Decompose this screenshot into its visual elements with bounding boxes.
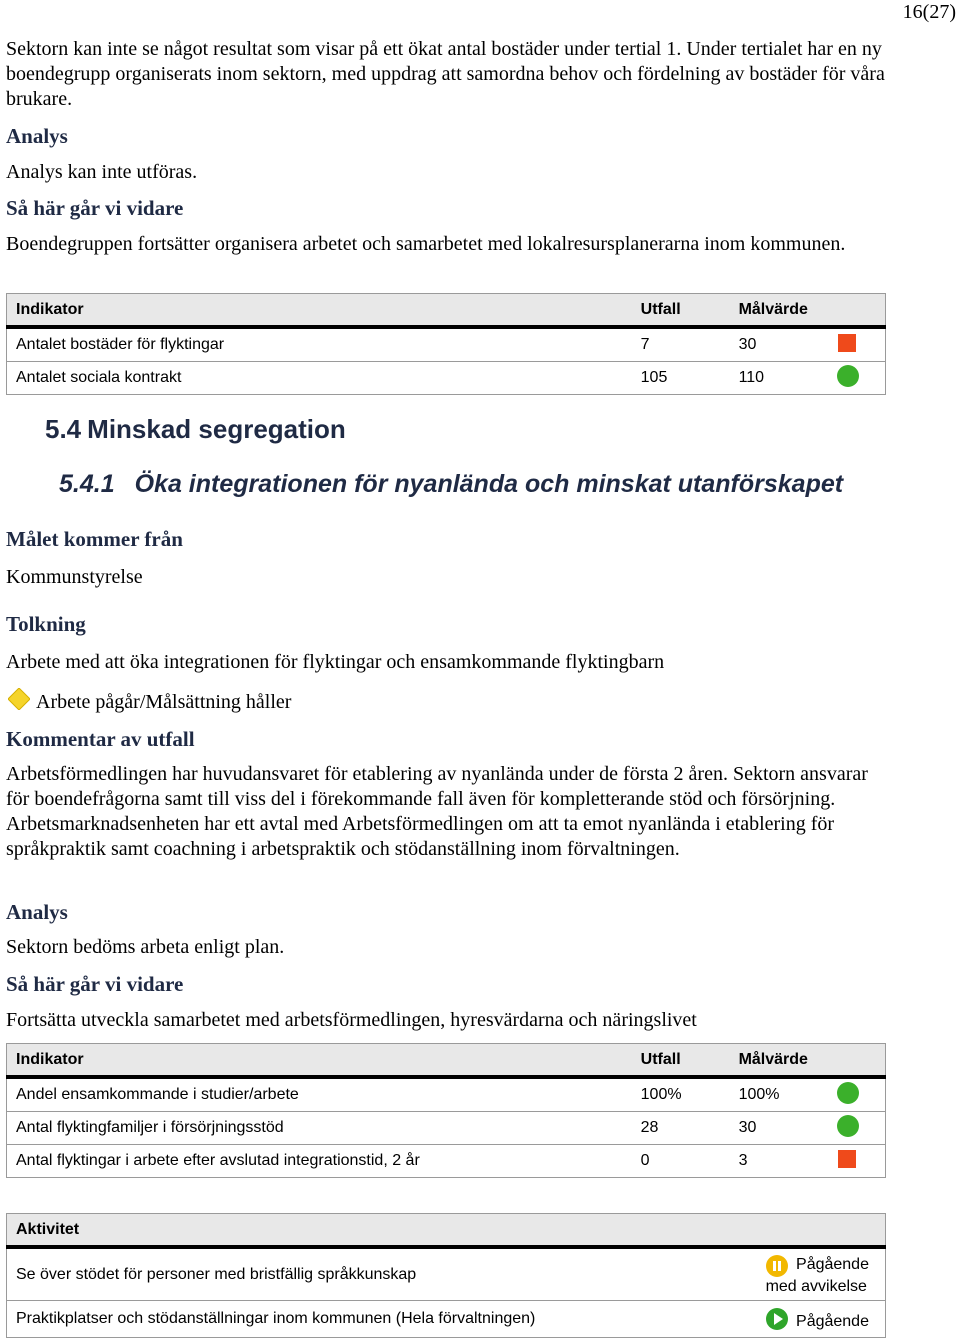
header-indikator: Indikator bbox=[7, 294, 632, 328]
next-steps-text-2: Fortsätta utveckla samarbetet med arbetsförmedlingen, hyresvärdarna och näringslivet bbox=[6, 1009, 697, 1031]
status-line1: Pågående bbox=[796, 1256, 869, 1273]
table-row bbox=[7, 1077, 886, 1112]
cell-utfall: 0 bbox=[632, 1145, 730, 1178]
green-circle-icon bbox=[837, 1115, 859, 1137]
cell-utfall: 105 bbox=[632, 362, 730, 395]
header-utfall: Utfall bbox=[632, 1044, 730, 1078]
table-header bbox=[7, 294, 886, 328]
analys-heading-2: Analys bbox=[6, 900, 68, 924]
red-square-icon bbox=[838, 1150, 856, 1168]
h2-number: 5.4 bbox=[45, 414, 82, 444]
goal-source-text: Kommunstyrelse bbox=[6, 566, 143, 588]
header-malvarde: Målvärde bbox=[730, 1044, 834, 1078]
intro-paragraph: Sektorn kan inte se något resultat som visar på ett ökat antal bostäder under tertial 1. Under tertialet har en ny boendegrupp organiserats inom sektorn, med uppdrag att samordna behov och fördelning av bostäder för våra brukare. bbox=[6, 38, 885, 110]
h2-title: Minskad segregation bbox=[87, 414, 346, 444]
green-circle-icon bbox=[837, 365, 859, 387]
kommentar-text: Arbetsförmedlingen har huvudansvaret för etablering av nyanlända under de första 2 åren. Sektorn ansvarar för boendefrågorna samt till viss del i förekommande fall även för kompletterande stöd och försörjning. Arbetsmarknadsenheten har ett avtal med Arbetsförmedlingen om att ta emot nyanlända i etablering för språkpraktik samt coachning i arbetspraktik och stödanställning inom förvaltningen. bbox=[6, 763, 868, 860]
cell-malvarde: 3 bbox=[730, 1145, 834, 1178]
table-row bbox=[7, 1247, 886, 1301]
play-icon bbox=[766, 1308, 788, 1330]
kommentar-heading: Kommentar av utfall bbox=[6, 727, 195, 751]
cell-malvarde: 100% bbox=[730, 1077, 834, 1112]
table-header bbox=[7, 1214, 886, 1248]
status-line2: med avvikelse bbox=[765, 1278, 867, 1295]
header-utfall: Utfall bbox=[632, 294, 730, 328]
cell-status bbox=[834, 1112, 886, 1145]
cell-status bbox=[834, 1077, 886, 1112]
section-heading-h3 bbox=[59, 470, 843, 499]
analys-text: Analys kan inte utföras. bbox=[6, 161, 198, 183]
table-header bbox=[7, 1044, 886, 1078]
activity-label: Se över stödet för personer med bristfällig språkkunskap bbox=[7, 1247, 766, 1301]
cell-indikator: Antal flyktingar i arbete efter avslutad integrationstid, 2 år bbox=[7, 1145, 632, 1178]
next-steps-heading: Så här går vi vidare bbox=[6, 196, 184, 220]
cell-indikator: Antalet sociala kontrakt bbox=[7, 362, 632, 395]
header-status bbox=[834, 1044, 886, 1078]
table-row bbox=[7, 1301, 886, 1338]
status-line1: Pågående bbox=[796, 1313, 869, 1330]
table-row bbox=[7, 1112, 886, 1145]
analys-text-2: Sektorn bedöms arbeta enligt plan. bbox=[6, 936, 285, 958]
red-square-icon bbox=[838, 334, 856, 352]
activity-table bbox=[6, 1213, 886, 1338]
cell-utfall: 100% bbox=[632, 1077, 730, 1112]
cell-malvarde: 30 bbox=[730, 327, 834, 362]
cell-status bbox=[834, 327, 886, 362]
green-circle-icon bbox=[837, 1082, 859, 1104]
cell-indikator: Antalet bostäder för flyktingar bbox=[7, 327, 632, 362]
analys-heading: Analys bbox=[6, 124, 68, 148]
cell-status bbox=[834, 362, 886, 395]
activity-status bbox=[766, 1247, 886, 1301]
activity-label: Praktikplatser och stödanställningar inom kommunen (Hela förvaltningen) bbox=[7, 1301, 766, 1338]
next-steps-text: Boendegruppen fortsätter organisera arbetet och samarbetet med lokalresursplanerarna inom kommunen. bbox=[6, 233, 846, 255]
page-number: 16(27) bbox=[902, 1, 956, 23]
goal-source-heading: Målet kommer från bbox=[6, 527, 183, 551]
cell-utfall: 28 bbox=[632, 1112, 730, 1145]
table-row bbox=[7, 362, 886, 395]
goal-status-text: Arbete pågår/Målsättning håller bbox=[36, 691, 292, 713]
header-indikator: Indikator bbox=[7, 1044, 632, 1078]
h3-number: 5.4.1 bbox=[59, 470, 115, 498]
tolkning-text: Arbete med att öka integrationen för flyktingar och ensamkommande flyktingbarn bbox=[6, 651, 665, 673]
diamond-status-icon bbox=[8, 688, 28, 708]
table-row bbox=[7, 1145, 886, 1178]
cell-indikator: Andel ensamkommande i studier/arbete bbox=[7, 1077, 632, 1112]
header-status bbox=[834, 294, 886, 328]
tolkning-heading: Tolkning bbox=[6, 612, 86, 636]
next-steps-heading-2: Så här går vi vidare bbox=[6, 972, 184, 996]
cell-utfall: 7 bbox=[632, 327, 730, 362]
table-row bbox=[7, 327, 886, 362]
pause-icon bbox=[766, 1255, 788, 1277]
cell-indikator: Antal flyktingfamiljer i försörjningsstöd bbox=[7, 1112, 632, 1145]
indicator-table-1 bbox=[6, 293, 886, 395]
cell-status bbox=[834, 1145, 886, 1178]
cell-malvarde: 110 bbox=[730, 362, 834, 395]
h3-title: Öka integrationen för nyanlända och minskat utanförskapet bbox=[134, 470, 844, 498]
activity-status bbox=[766, 1301, 886, 1338]
header-malvarde: Målvärde bbox=[730, 294, 834, 328]
header-aktivitet: Aktivitet bbox=[7, 1214, 886, 1248]
cell-malvarde: 30 bbox=[730, 1112, 834, 1145]
indicator-table-2 bbox=[6, 1043, 886, 1178]
section-heading-h2 bbox=[45, 414, 346, 445]
